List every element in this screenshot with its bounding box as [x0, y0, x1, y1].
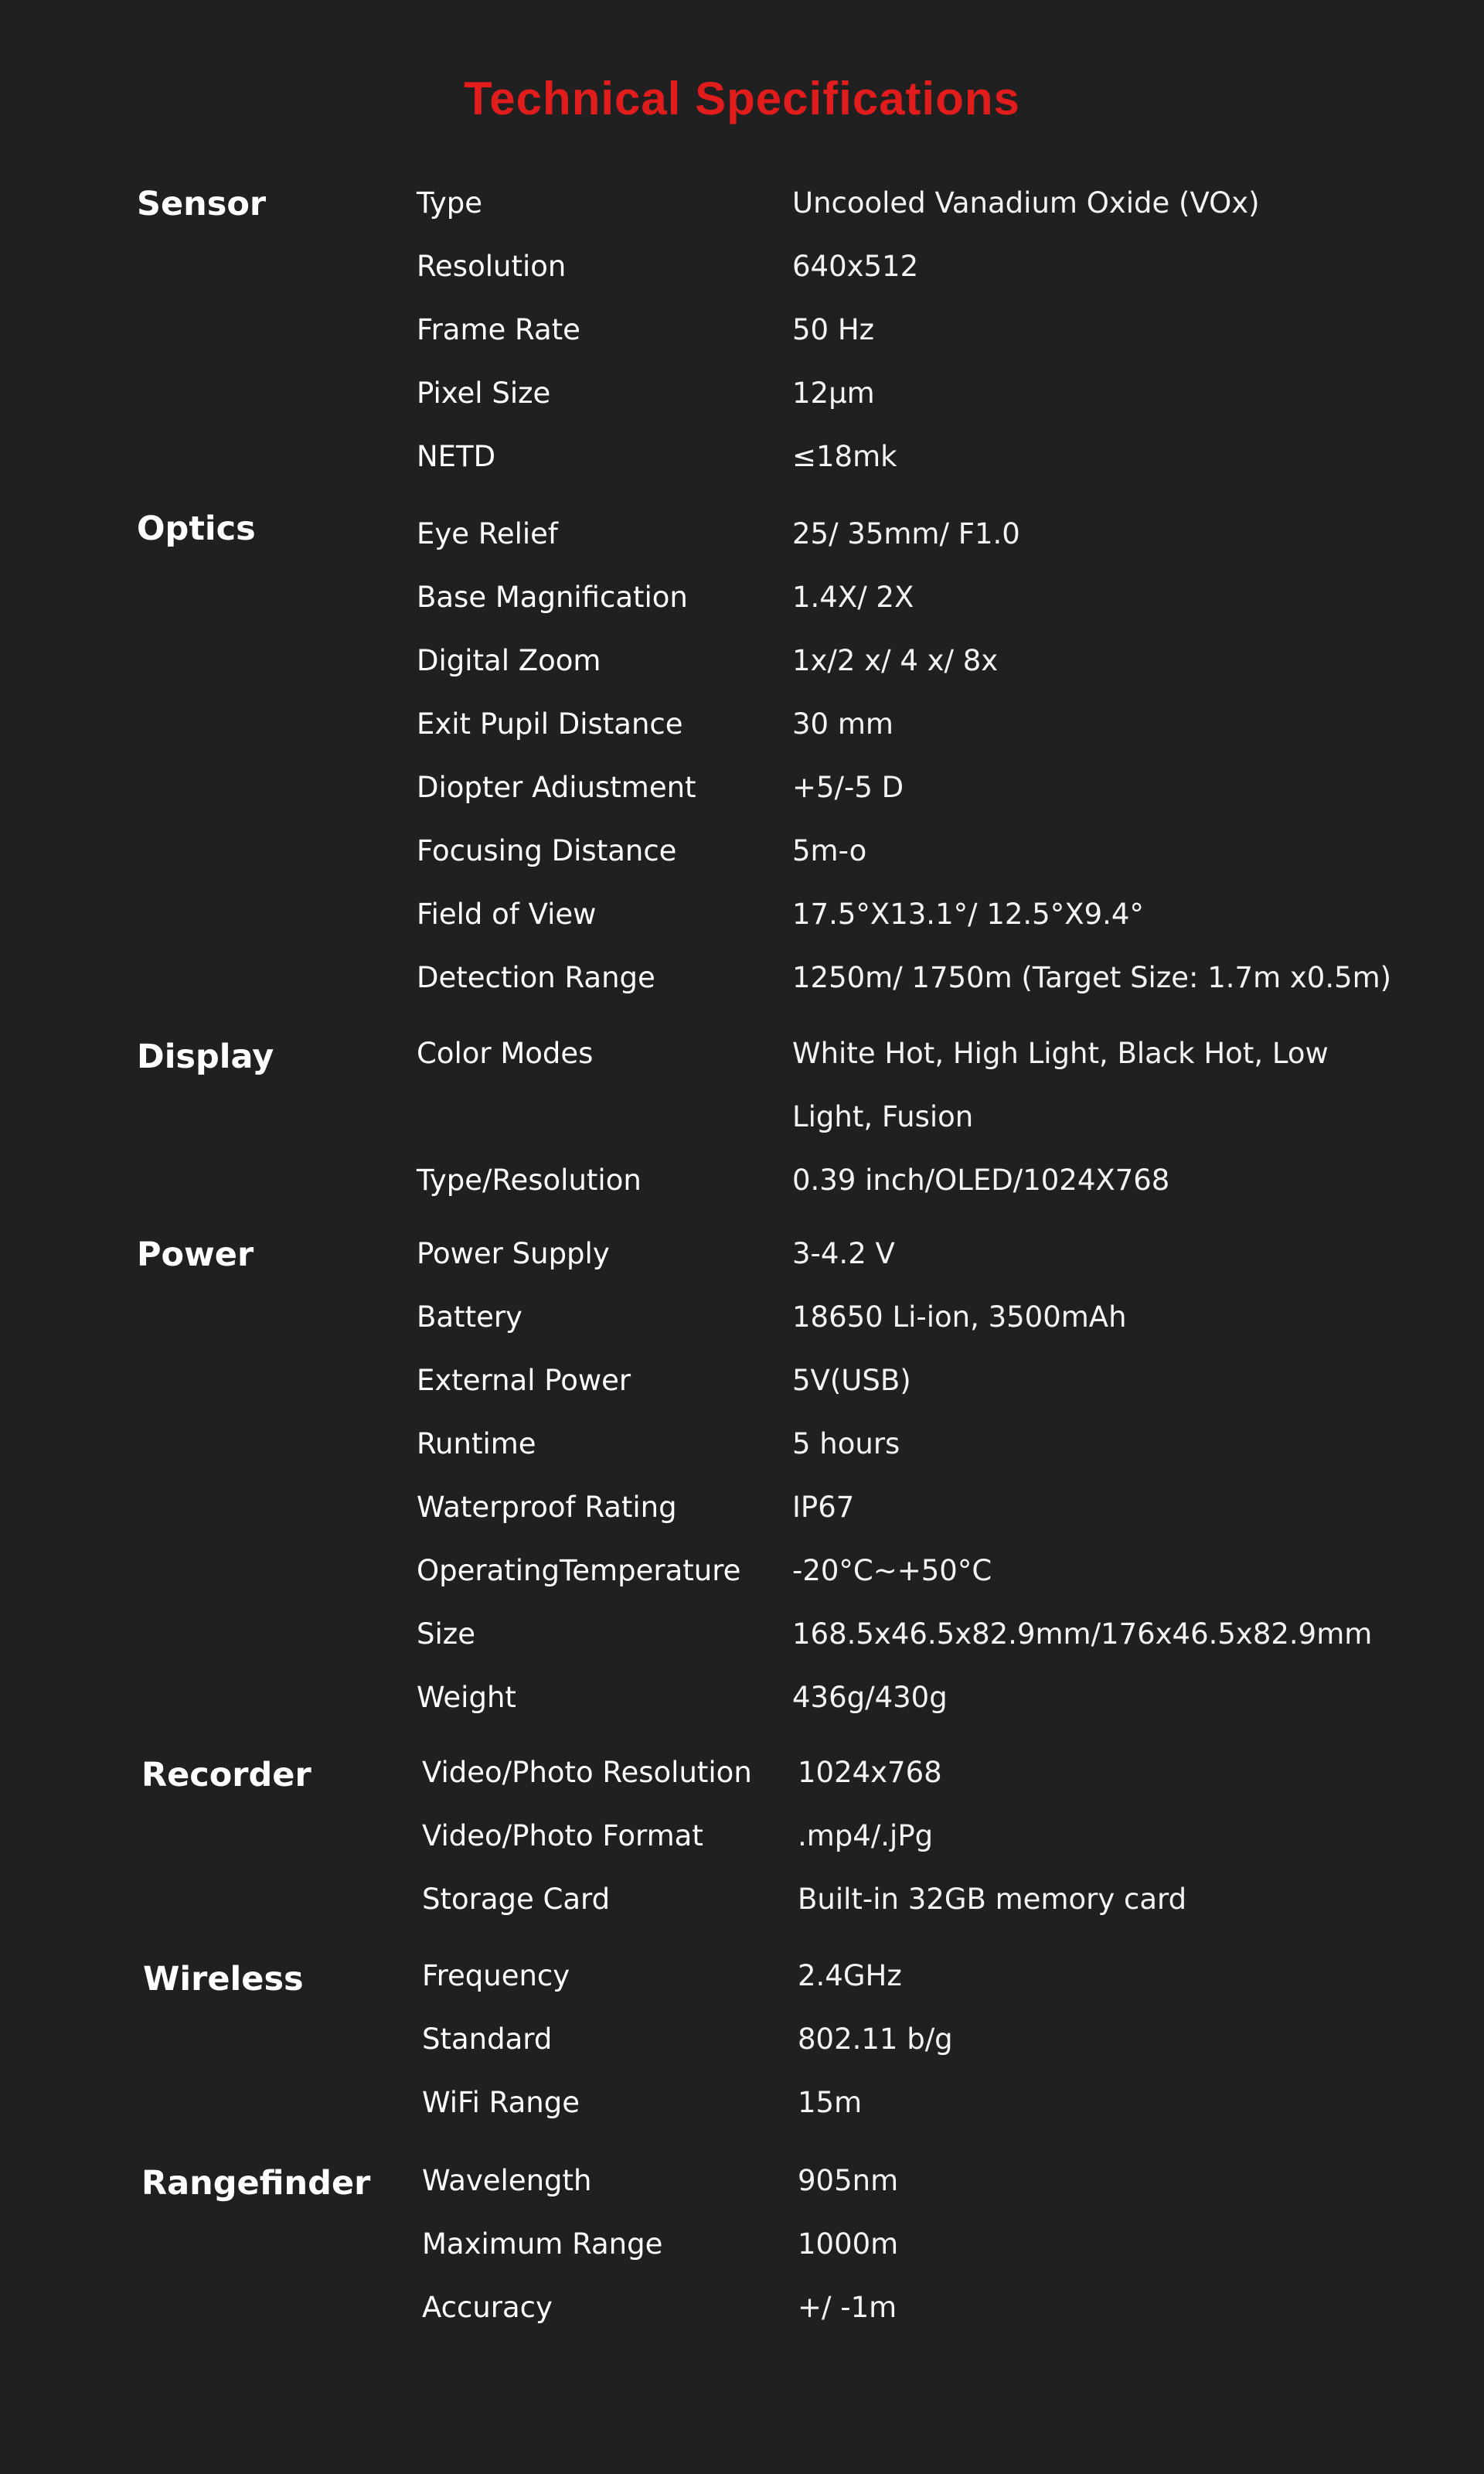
section-label-optics: Optics: [137, 509, 256, 548]
spec-value: 905nm: [798, 2164, 899, 2197]
spec-value: White Hot, High Light, Black Hot, Low: [792, 1037, 1329, 1070]
spec-label: Runtime: [417, 1427, 536, 1460]
spec-label: Frame Rate: [417, 313, 580, 346]
spec-value: 12μm: [792, 377, 875, 410]
spec-label: Power Supply: [417, 1237, 610, 1270]
spec-value: 1.4X/ 2X: [792, 581, 914, 614]
spec-label: Field of View: [417, 898, 597, 931]
spec-label: Type/Resolution: [417, 1164, 642, 1197]
spec-label: Storage Card: [422, 1883, 611, 1916]
spec-label: WiFi Range: [422, 2086, 580, 2119]
spec-value: 1250m/ 1750m (Target Size: 1.7m x0.5m): [792, 961, 1392, 994]
spec-value: 2.4GHz: [798, 1959, 902, 1992]
spec-value: 1000m: [798, 2227, 899, 2261]
page-title: Technical Specifications: [464, 73, 1020, 124]
spec-value: Built-in 32GB memory card: [798, 1883, 1187, 1916]
spec-label: Standard: [422, 2022, 553, 2056]
spec-label: Maximum Range: [422, 2227, 663, 2261]
section-label-rangefinder: Rangefinder: [141, 2164, 371, 2203]
spec-label: OperatingTemperature: [417, 1554, 741, 1587]
spec-label: Video/Photo Resolution: [422, 1756, 752, 1789]
section-label-recorder: Recorder: [141, 1756, 311, 1794]
section-label-display: Display: [137, 1038, 274, 1076]
spec-value: ≤18mk: [792, 440, 897, 473]
section-label-wireless: Wireless: [143, 1960, 304, 1999]
spec-value: 5 hours: [792, 1427, 900, 1460]
spec-label: Base Magnification: [417, 581, 688, 614]
spec-label: Type: [417, 186, 482, 220]
spec-value: 5m-o: [792, 834, 867, 867]
spec-label: NETD: [417, 440, 496, 473]
spec-label: Color Modes: [417, 1037, 594, 1070]
spec-value-continued: Light, Fusion: [792, 1100, 974, 1133]
spec-label: Eye Relief: [417, 517, 558, 550]
spec-label: External Power: [417, 1364, 631, 1397]
spec-value: 18650 Li-ion, 3500mAh: [792, 1300, 1127, 1334]
spec-value: 436g/430g: [792, 1681, 948, 1714]
spec-label: Video/Photo Format: [422, 1819, 703, 1852]
spec-value: 802.11 b/g: [798, 2022, 953, 2056]
spec-label: Size: [417, 1617, 475, 1651]
spec-value: -20°C~+50°C: [792, 1554, 992, 1587]
spec-label: Exit Pupil Distance: [417, 707, 683, 741]
spec-label: Battery: [417, 1300, 522, 1334]
spec-value: 25/ 35mm/ F1.0: [792, 517, 1020, 550]
spec-label: Focusing Distance: [417, 834, 677, 867]
spec-label: Accuracy: [422, 2291, 553, 2324]
spec-label: Resolution: [417, 250, 567, 283]
spec-value: 30 mm: [792, 707, 893, 741]
spec-value: 50 Hz: [792, 313, 875, 346]
spec-value: 17.5°X13.1°/ 12.5°X9.4°: [792, 898, 1144, 931]
spec-value: 1024x768: [798, 1756, 942, 1789]
spec-value: .mp4/.jPg: [798, 1819, 934, 1852]
spec-value: 15m: [798, 2086, 863, 2119]
spec-value: +5/-5 D: [792, 771, 904, 804]
spec-label: Diopter Adiustment: [417, 771, 696, 804]
spec-label: Detection Range: [417, 961, 655, 994]
spec-value: +/ -1m: [798, 2291, 897, 2324]
spec-label: Pixel Size: [417, 377, 551, 410]
spec-value: 3-4.2 V: [792, 1237, 895, 1270]
spec-value: Uncooled Vanadium Oxide (VOx): [792, 186, 1260, 220]
spec-label: Waterproof Rating: [417, 1491, 677, 1524]
spec-value: 640x512: [792, 250, 919, 283]
section-label-power: Power: [137, 1235, 254, 1274]
spec-value: IP67: [792, 1491, 855, 1524]
spec-label: Wavelength: [422, 2164, 592, 2197]
spec-value: 1x/2 x/ 4 x/ 8x: [792, 644, 999, 677]
spec-label: Weight: [417, 1681, 516, 1714]
section-label-sensor: Sensor: [137, 185, 267, 223]
spec-label: Frequency: [422, 1959, 570, 1992]
spec-value: 168.5x46.5x82.9mm/176x46.5x82.9mm: [792, 1617, 1373, 1651]
spec-value: 0.39 inch/OLED/1024X768: [792, 1164, 1170, 1197]
spec-label: Digital Zoom: [417, 644, 601, 677]
spec-value: 5V(USB): [792, 1364, 911, 1397]
